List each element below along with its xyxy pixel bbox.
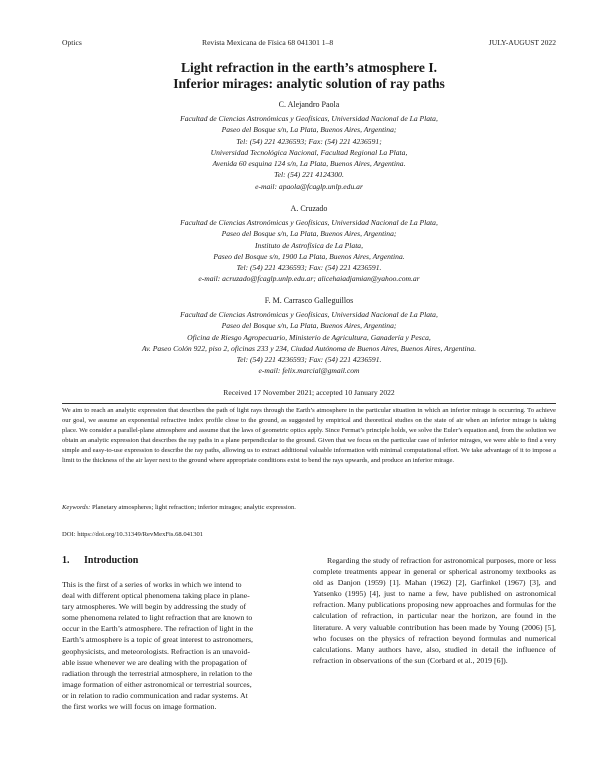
author-affiliation xyxy=(62,113,556,192)
affiliation-line: Universidad Tecnológica Nacional, Facultad Regional La Plata, xyxy=(210,147,408,157)
header-journal: Revista Mexicana de Física 68 041301 1–8 xyxy=(202,38,334,47)
text-line: able issue whenever we are dealing with the propagation of xyxy=(62,657,248,667)
text-line: some phenomena related to light refraction that are known to xyxy=(62,613,253,623)
affiliation-line: Av. Paseo Colón 922, piso 2, oficinas 233 y 234, Ciudad Autónoma de Buenos Aires, Buenos Aires, Argentina. xyxy=(141,343,477,353)
author-name: F. M. Carrasco Galleguillos xyxy=(264,296,354,305)
text-line: deal with different optical phenomena taking place in plane- xyxy=(62,591,250,601)
affiliation-line: Paseo del Bosque s/n, La Plata, Buenos Aires, Argentina; xyxy=(221,321,397,331)
affiliation-line: Tel: (54) 221 4124300. xyxy=(274,170,344,180)
section-number: 1. xyxy=(62,555,70,566)
author-affiliation xyxy=(62,217,556,285)
keywords xyxy=(62,504,556,511)
abstract: We aim to reach an analytic expression that describes the path of light rays through the Earth’s atmosphere in the particular situation in which an inferior mirage is occurring. To achieve our goal, we assume an exponential refractive index profile close to the ground, as suggested by empirical and theoretical studies on the state of air when an inferior mirage is taking place. We consider a parallel-plane atmosphere and assume that the laws of geometric optics apply. Since Fermat’s principle holds, we solve the Euler’s equation and, from the solution we obtain an analytic expression that describes the ray paths in a plane perpendicular to the ground. Given that we focus on the particular case of inferior mirages, we were able to find a very simple and easy-to-use expression to describe the ray paths, allowing us to extract additional valuable information with minimal computational effort. We take advantage of it to impose a limit to the thickness of the air layer next to the ground where appropriate conditions exist to bend the rays upwards, and produce an inferior mirage. xyxy=(62,407,556,465)
running-header xyxy=(62,38,556,50)
affiliation-email: e-mail: felix.marcial@gmail.com xyxy=(258,366,360,376)
affiliation-line: Avenida 60 esquina 124 s/n, La Plata, Buenos Aires, Argentina. xyxy=(212,159,406,169)
intro-left-column xyxy=(62,579,303,712)
received-date: Received 17 November 2021; accepted 10 January 2022 xyxy=(223,388,395,397)
affiliation-line: Instituto de Astrofísica de La Plata, xyxy=(255,240,363,250)
text-line: occur in the Earth’s atmosphere. The refraction of light in the xyxy=(62,624,254,634)
text-line: geophysicists, and meteorologists. Refraction is an unavoid- xyxy=(62,646,250,656)
section-title: Introduction xyxy=(84,555,139,566)
text-line: the first works we will focus on image formation. xyxy=(62,702,217,712)
affiliation-line: Paseo del Bosque s/n, 1900 La Plata, Buenos Aires, Argentina. xyxy=(213,251,405,261)
paper-title xyxy=(62,60,556,92)
doi: DOI: https://doi.org/10.31349/RevMexFis.68.041301 xyxy=(62,531,204,538)
affiliation-line: Tel: (54) 221 4236593; Fax: (54) 221 4236591. xyxy=(236,263,382,273)
text-line: image formation of either astronomical or terrestrial sources, xyxy=(62,679,252,689)
section-heading xyxy=(62,555,138,566)
keywords-text: Planetary atmospheres; light refraction; inferior mirages; analytic expression. xyxy=(91,504,296,511)
intro-right-column: Regarding the study of refraction for astronomical purposes, more or less complete treatments appear in general or spherical astronomy textbooks as old as Danjon (1959) [1]. Mahan (1962) [2], Garfinkel (1967) [3], and Yatsenko (1995) [4], just to name a few, have published on astronomical refraction. Many publications proposing new approaches and formulas for the calculation of refraction, in particular near the horizon, are found in the literature. A very valuable contribution has been made by Young (2006) [5], who focuses on the physics of refraction beyond formulas and numerical calculations. Many authors have, also, studied in detail the influence of refraction in observations of the sun (Corbard et al., 2019 [6]). xyxy=(313,556,556,665)
header-section: Optics xyxy=(62,38,82,47)
author-affiliation xyxy=(62,309,556,377)
text-line: Earth’s atmosphere is a topic of great interest to astronomers, xyxy=(62,635,253,645)
text-line: tary atmospheres. We will begin by addressing the study of xyxy=(62,602,247,612)
affiliation-line: Tel: (54) 221 4236593; Fax: (54) 221 4236591; xyxy=(236,136,382,146)
header-date: JULY-AUGUST 2022 xyxy=(488,38,556,47)
title-line-2: Inferior mirages: analytic solution of ray paths xyxy=(173,76,445,91)
affiliation-line: Tel: (54) 221 4236593; Fax: (54) 221 4236591. xyxy=(236,355,382,365)
text-line: radiation through the terrestrial atmosphere, in relation to the xyxy=(62,668,253,678)
text-line: or in relation to radio communication and radar systems. At xyxy=(62,690,248,700)
affiliation-line: Paseo del Bosque s/n, La Plata, Buenos Aires, Argentina; xyxy=(221,229,397,239)
text-line: This is the first of a series of works in which we intend to xyxy=(62,580,242,589)
affiliation-line: Oficina de Riesgo Agropecuario, Ministerio de Agricultura, Ganadería y Pesca, xyxy=(187,332,431,342)
affiliation-line: Facultad de Ciencias Astronómicas y Geofísicas, Universidad Nacional de La Plata, xyxy=(180,114,438,123)
abstract-divider xyxy=(62,403,556,404)
affiliation-line: Facultad de Ciencias Astronómicas y Geofísicas, Universidad Nacional de La Plata, xyxy=(180,218,438,227)
affiliation-line: Facultad de Ciencias Astronómicas y Geofísicas, Universidad Nacional de La Plata, xyxy=(180,310,438,319)
title-line-1: Light refraction in the earth’s atmosphere I. xyxy=(180,60,438,75)
affiliation-email: e-mail: apaola@fcaglp.unlp.edu.ar xyxy=(255,181,363,191)
keywords-label: Keywords: xyxy=(62,504,91,511)
author-name: C. Alejandro Paola xyxy=(278,100,340,109)
affiliation-email: e-mail: acruzado@fcaglp.unlp.edu.ar; alicehaiadjamian@yahoo.com.ar xyxy=(198,274,420,284)
affiliation-line: Paseo del Bosque s/n, La Plata, Buenos Aires, Argentina; xyxy=(221,125,397,135)
author-name: A. Cruzado xyxy=(290,204,328,213)
